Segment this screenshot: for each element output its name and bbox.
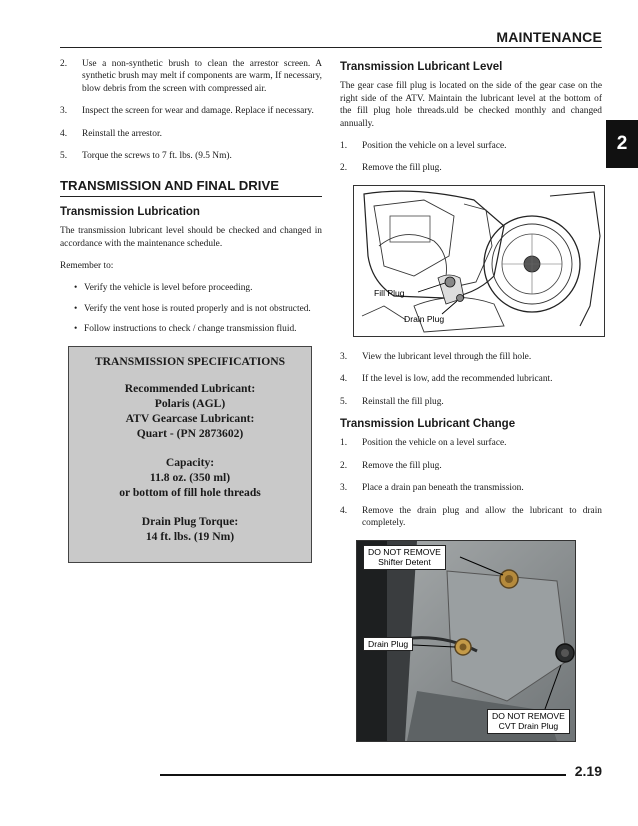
bullet-item: [74, 282, 322, 294]
spec-box: [68, 346, 312, 563]
bullet-text: Verify the vehicle is level before proceeding.: [84, 283, 253, 294]
level-intro: The gear case fill plug is located on the side of the gear case on the right side of the ATV. Maintain the lubricant level at the bottom of the fill plug hole threads.uld be checked monthly and changed annually.: [340, 81, 602, 129]
drain-plug-label: Drain Plug: [404, 313, 445, 324]
intro-paragraph: The transmission lubricant level should be checked and changed in accordance with the maintenance schedule.: [60, 226, 322, 249]
step-number: 1.: [340, 438, 348, 449]
cvt-drain-plug-callout: [487, 709, 570, 734]
right-column: [340, 58, 602, 742]
step-number: 2.: [60, 59, 68, 69]
step-item: [340, 140, 602, 152]
step-number: 2.: [340, 163, 348, 174]
callout-line: Shifter Detent: [378, 557, 431, 567]
step-number: 2.: [340, 460, 348, 471]
bullet-text: Follow instructions to check / change transmission fluid.: [84, 324, 297, 335]
step-text: Inspect the screen for wear and damage. Replace if necessary.: [82, 106, 314, 117]
step-text: Reinstall the arrestor.: [82, 128, 162, 139]
spec-line: Recommended Lubricant:: [124, 381, 256, 395]
drain-plug-photo: [356, 540, 576, 742]
step-item: [340, 460, 602, 472]
step-number: 4.: [340, 505, 348, 516]
drain-plug-callout: Drain Plug: [363, 637, 413, 652]
step-text: Reinstall the fill plug.: [362, 396, 444, 407]
bullet-item: [74, 303, 322, 315]
step-text: If the level is low, add the recommended lubricant.: [362, 374, 553, 385]
spec-box-title: TRANSMISSION SPECIFICATIONS: [94, 354, 286, 368]
bullet-icon: •: [74, 324, 78, 335]
step-text: Remove the drain plug and allow the lubricant to drain completely.: [362, 505, 602, 529]
remember-label: Remember to:: [60, 261, 114, 272]
step-item: [340, 505, 602, 530]
sub-heading: Transmission Lubrication: [60, 205, 200, 218]
left-column: [60, 58, 322, 563]
change-heading: Transmission Lubricant Change: [340, 418, 516, 431]
step-item: [340, 437, 602, 449]
step-item: [340, 396, 602, 408]
spec-line: 11.8 oz. (350 ml): [149, 470, 231, 484]
bullet-item: [74, 323, 322, 335]
bullet-icon: •: [74, 283, 78, 294]
step-text: Remove the fill plug.: [362, 163, 442, 174]
bullet-text: Verify the vent hose is routed properly and is not obstructed.: [84, 303, 311, 314]
level-heading: Transmission Lubricant Level: [340, 61, 503, 73]
bullet-icon: •: [74, 303, 78, 314]
step-item: [340, 162, 602, 174]
step-item: [60, 128, 322, 140]
step-number: 3.: [60, 106, 68, 117]
step-number: 4.: [60, 128, 68, 139]
spec-line: or bottom of fill hole threads: [119, 485, 261, 499]
step-item: [60, 105, 322, 117]
step-number: 3.: [340, 351, 348, 362]
spec-line: Quart - (PN 2873602): [136, 426, 244, 440]
fill-plug-figure: [353, 185, 605, 337]
step-item: [340, 351, 602, 363]
step-text: Torque the screws to 7 ft. lbs. (9.5 Nm).: [82, 151, 232, 162]
step-item: [60, 58, 322, 95]
spec-capacity: [77, 455, 303, 500]
atv-side-illustration: [354, 186, 604, 336]
spec-line: 14 ft. lbs. (19 Nm): [145, 529, 235, 543]
step-text: Place a drain pan beneath the transmission.: [362, 483, 524, 494]
callout-line: DO NOT REMOVE: [368, 546, 441, 557]
page-number: 2.19: [574, 763, 602, 779]
step-item: [60, 150, 322, 162]
header-rule: [60, 47, 602, 48]
spec-line: ATV Gearcase Lubricant:: [125, 411, 255, 425]
step-text: Remove the fill plug.: [362, 460, 442, 471]
step-number: 5.: [340, 396, 348, 407]
chapter-tab: [606, 120, 638, 168]
spec-line: Capacity:: [165, 455, 215, 469]
step-text: View the lubricant level through the fill hole.: [362, 351, 532, 362]
spec-line: Drain Plug Torque:: [141, 514, 239, 528]
step-number: 3.: [340, 483, 348, 494]
spec-torque: [77, 514, 303, 544]
spec-line: Polaris (AGL): [154, 396, 226, 410]
step-text: Use a non-synthetic brush to clean the arrestor screen. A synthetic brush may melt if components are warm, If necessary, blow debris from the screen with compressed air.: [82, 59, 322, 94]
section-title: MAINTENANCE: [496, 29, 602, 45]
chapter-number: 2: [616, 133, 628, 154]
step-item: [340, 482, 602, 494]
step-text: Position the vehicle on a level surface.: [362, 438, 507, 449]
spec-lubricant: [77, 381, 303, 441]
shifter-detent-callout: [363, 545, 446, 570]
step-text: Position the vehicle on a level surface.: [362, 141, 507, 152]
step-number: 5.: [60, 151, 68, 162]
step-number: 4.: [340, 374, 348, 385]
major-heading: TRANSMISSION AND FINAL DRIVE: [60, 180, 322, 196]
callout-line: CVT Drain Plug: [498, 721, 559, 731]
footer-rule: [160, 774, 566, 776]
step-item: [340, 373, 602, 385]
fill-plug-label: Fill Plug: [374, 287, 405, 298]
step-number: 1.: [340, 141, 348, 152]
callout-line: DO NOT REMOVE: [492, 710, 565, 721]
